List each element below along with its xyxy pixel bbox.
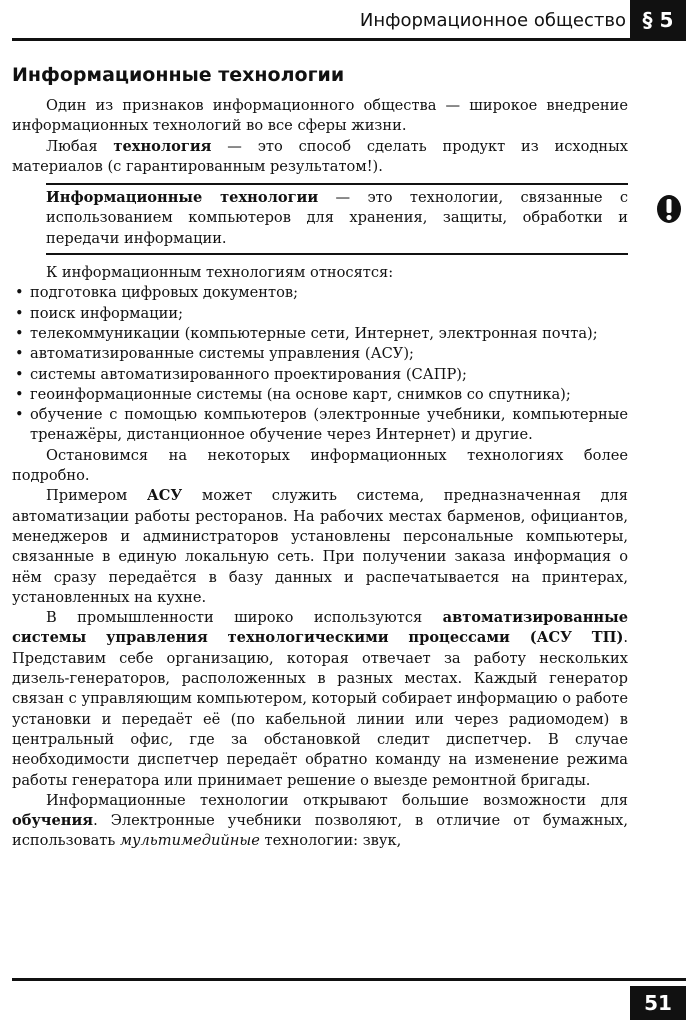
stop-paragraph: Остановимся на некоторых информационных технологиях более подробно. xyxy=(12,446,628,485)
intro-paragraph: Один из признаков информационного общества — широкое внедрение информационных технологий во все сферы жизни. xyxy=(12,97,628,135)
term-education: обучения xyxy=(12,812,94,830)
list-item: • системы автоматизированного проектирования (САПР); xyxy=(12,365,628,385)
list-item: • автоматизированные системы управления (АСУ); xyxy=(12,344,628,364)
page-header xyxy=(12,0,686,42)
header-rule xyxy=(12,38,686,41)
term-asu: АСУ xyxy=(146,487,183,505)
chapter-title: Информационное общество xyxy=(359,10,626,31)
section-badge: § 5 xyxy=(630,0,686,40)
definition-text: Информационные технологии — это технологии, связанные с использованием компьютеров для хранения, защиты, обработки и передачи информации. xyxy=(46,189,628,247)
section-heading: Информационные технологии xyxy=(12,64,345,86)
list-item: • поиск информации; xyxy=(12,304,628,324)
term-multimedia: мультимедийные xyxy=(119,832,260,850)
definition-box xyxy=(46,183,628,255)
footer-rule xyxy=(12,978,686,981)
list-item: • подготовка цифровых документов; xyxy=(12,283,628,303)
list-item: • телекоммуникации (компьютерные сети, Интернет, электронная почта); xyxy=(12,324,628,344)
list-intro: К информационным технологиям относятся: xyxy=(46,264,394,282)
term-asu-tp: автоматизированные системы управления технологическими процессами (АСУ ТП) xyxy=(12,609,628,647)
exclamation-icon xyxy=(656,194,682,224)
page-number: 51 xyxy=(630,986,686,1020)
list-item: • обучение с помощью компьютеров (электронные учебники, компьютерные тренажёры, дистанционное обучение через Интернет) и другие. xyxy=(12,405,628,446)
industry-paragraph: В промышленности широко используются автоматизированные системы управления технологическими процессами (АСУ ТП). Представим себе организацию, которая отвечает за работу нескольких дизель-генераторов, расположенных в разных местах. Каждый генератор связан с управляющим компьютером, который собирает информацию о работе установки и передаёт её (по кабельной линии или через радиомодем) в центральный офис, где за обстановкой следит диспетчер. В случае необходимости диспетчер передаёт обратно команду на изменение режима работы генератора или принимает решение о выезде ремонтной бригады. xyxy=(12,609,628,789)
page-body xyxy=(12,96,628,852)
education-paragraph: Информационные технологии открывают большие возможности для обучения. Электронные учебники позволяют, в отличие от бумажных, использовать мультимедийные технологии: звук, xyxy=(12,791,628,850)
asu-paragraph: Примером АСУ может служить система, предназначенная для автоматизации работы ресторанов. На рабочих местах барменов, официантов, менеджеров и администраторов установлены персональные компьютеры, связанные в единую локальную сеть. При получении заказа информация о нём сразу передаётся в базу данных и распечатывается на принтерах, установленных на кухне. xyxy=(12,487,628,606)
list-item: • геоинформационные системы (на основе карт, снимков со спутника); xyxy=(12,385,628,405)
technology-paragraph: Любая технология — это способ сделать продукт из исходных материалов (с гарантированным результатом!). xyxy=(12,137,628,175)
it-list xyxy=(12,283,628,445)
term-technology: технология xyxy=(113,137,212,155)
definition-term: Информационные технологии xyxy=(46,189,319,207)
